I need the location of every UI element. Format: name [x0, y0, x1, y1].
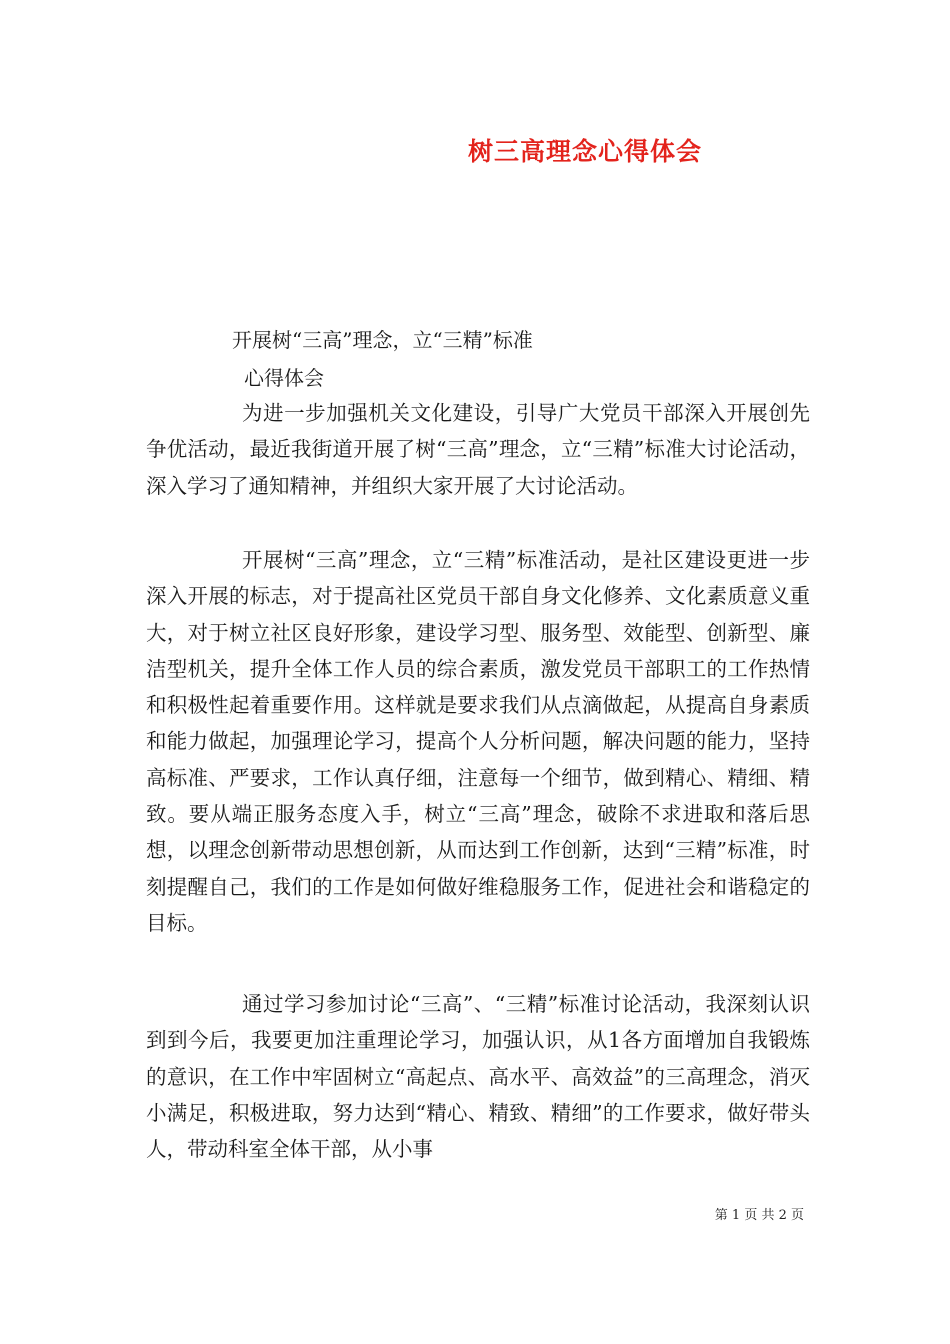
page-number-footer: 第 1 页 共 2 页: [714, 1208, 804, 1223]
body-paragraph-2: 开展树“三高”理念，立“三精”标准活动，是社区建设更进一步深入开展的标志，对于提高社区党员干部自身文化修养、文化素质意义重大，对于树立社区良好形象，建设学习型、服务型、效能型、创新型、廉洁型机关，提升全体工作人员的综合素质，激发党员干部职工的工作热情和积极性起着重要作用。这样就是要求我们从点滴做起，从提高自身素质和能力做起，加强理论学习，提高个人分析问题，解决问题的能力，坚持高标准、严要求，工作认真仔细，注意每一个细节，做到精心、精细、精致。要从端正服务态度入手，树立“三高”理念，破除不求进取和落后思想，以理念创新带动思想创新，从而达到工作创新，达到“三精”标准，时刻提醒自己，我们的工作是如何做好维稳服务工作，促进社会和谐稳定的目标。: [146, 548, 810, 935]
body-paragraph-3: 通过学习参加讨论“三高”、“三精”标准讨论活动，我深刻认识到到今后，我要更加注重理论学习，加强认识，从1各方面增加自我锻炼的意识，在工作中牢固树立“高起点、高水平、高效益”的三高理念，消灭小满足，积极进取，努力达到“精心、精致、精细”的工作要求，做好带头人，带动科室全体干部，从小事: [146, 992, 810, 1162]
subtitle-line-2: 心得体会: [244, 366, 324, 390]
document-title: 树三高理念心得体会: [468, 137, 703, 166]
body-paragraph-1: 为进一步加强机关文化建设，引导广大党员干部深入开展创先争优活动，最近我街道开展了树“三高”理念，立“三精”标准大讨论活动，深入学习了通知精神，并组织大家开展了大讨论活动。: [146, 401, 810, 498]
subtitle-line-1: 开展树“三高”理念，立“三精”标准: [232, 328, 533, 352]
